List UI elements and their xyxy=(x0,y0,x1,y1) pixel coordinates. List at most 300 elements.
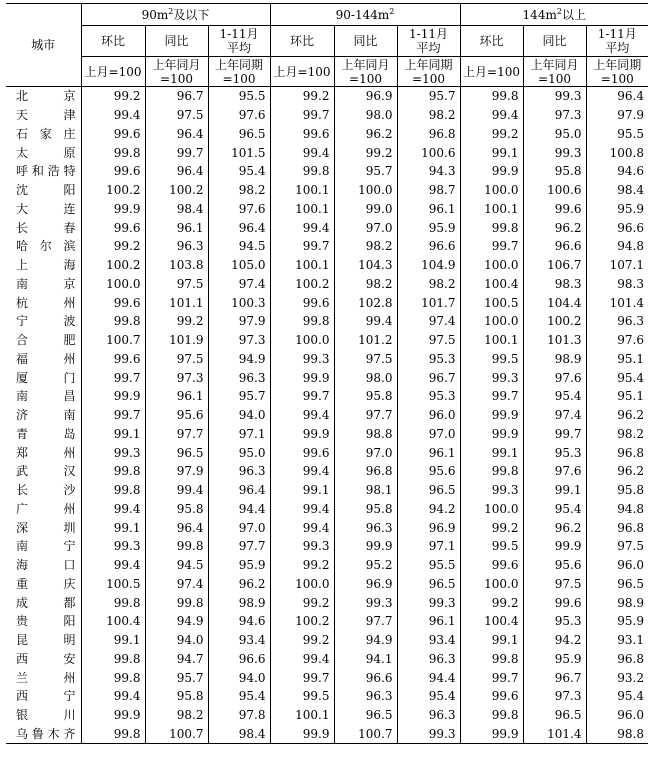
city-cell: 宁波 xyxy=(16,314,76,329)
table-body xyxy=(6,87,648,744)
group-header-text: 144m xyxy=(522,7,557,22)
value-cell: 98.2 xyxy=(208,181,270,200)
value-cell: 96.3 xyxy=(334,518,397,537)
value-cell: 98.1 xyxy=(334,481,397,500)
base-header-mom: 上月=100 xyxy=(460,57,523,87)
value-cell: 100.1 xyxy=(460,331,523,350)
value-cell: 96.9 xyxy=(334,87,397,106)
value-cell: 95.7 xyxy=(397,87,460,106)
city-cell: 哈尔滨 xyxy=(16,239,76,254)
city-cell: 银川 xyxy=(16,708,76,723)
city-cell: 长沙 xyxy=(16,483,76,498)
value-cell: 100.0 xyxy=(270,331,334,350)
value-cell: 95.9 xyxy=(208,556,270,575)
city-cell: 厦门 xyxy=(16,370,76,385)
value-cell: 99.4 xyxy=(81,106,145,125)
value-cell: 99.6 xyxy=(523,593,586,612)
value-cell: 96.6 xyxy=(208,650,270,669)
value-cell: 100.5 xyxy=(460,293,523,312)
value-cell: 97.3 xyxy=(208,331,270,350)
value-cell: 99.2 xyxy=(81,87,145,106)
value-cell: 98.8 xyxy=(586,725,648,744)
value-cell: 95.8 xyxy=(523,162,586,181)
base-header-avg-line1: 上年同期 xyxy=(593,57,642,72)
value-cell: 96.8 xyxy=(397,125,460,144)
value-cell: 96.1 xyxy=(145,218,208,237)
group-header-sup: 2 xyxy=(168,6,174,16)
value-cell: 98.3 xyxy=(523,275,586,294)
value-cell: 95.4 xyxy=(523,387,586,406)
value-cell: 100.7 xyxy=(334,725,397,744)
table-row xyxy=(6,350,648,369)
value-cell: 95.1 xyxy=(586,350,648,369)
city-cell: 太原 xyxy=(16,145,76,160)
value-cell: 94.0 xyxy=(208,406,270,425)
value-cell: 97.5 xyxy=(586,537,648,556)
value-cell: 99.3 xyxy=(460,368,523,387)
value-cell: 101.4 xyxy=(586,293,648,312)
value-cell: 99.9 xyxy=(270,368,334,387)
value-cell: 96.9 xyxy=(334,575,397,594)
city-header-label: 城市 xyxy=(31,38,56,52)
value-cell: 97.6 xyxy=(208,106,270,125)
value-cell: 99.8 xyxy=(81,725,145,744)
value-cell: 101.1 xyxy=(145,293,208,312)
value-cell: 99.2 xyxy=(81,237,145,256)
table-row xyxy=(6,256,648,275)
group-header-90-144 xyxy=(270,4,460,26)
value-cell: 100.0 xyxy=(334,181,397,200)
value-cell: 100.0 xyxy=(460,575,523,594)
value-cell: 96.1 xyxy=(397,612,460,631)
value-cell: 99.1 xyxy=(270,481,334,500)
value-cell: 97.5 xyxy=(397,331,460,350)
value-cell: 99.6 xyxy=(81,218,145,237)
value-cell: 98.7 xyxy=(397,181,460,200)
value-cell: 95.9 xyxy=(523,650,586,669)
value-cell: 97.6 xyxy=(208,200,270,219)
city-cell: 广州 xyxy=(16,501,76,516)
group-header-sup: 2 xyxy=(556,6,562,16)
value-cell: 99.1 xyxy=(460,143,523,162)
value-cell: 98.4 xyxy=(145,200,208,219)
value-cell: 100.6 xyxy=(397,143,460,162)
value-cell: 97.4 xyxy=(523,406,586,425)
value-cell: 99.2 xyxy=(270,87,334,106)
value-cell: 96.9 xyxy=(397,518,460,537)
value-cell: 101.2 xyxy=(334,331,397,350)
value-cell: 94.6 xyxy=(208,612,270,631)
value-cell: 97.0 xyxy=(208,518,270,537)
value-cell: 99.4 xyxy=(270,406,334,425)
base-header-avg xyxy=(397,57,460,87)
value-cell: 100.0 xyxy=(81,275,145,294)
sub-header-mom: 环比 xyxy=(81,26,145,57)
value-cell: 98.8 xyxy=(334,425,397,444)
value-cell: 96.4 xyxy=(145,125,208,144)
value-cell: 99.6 xyxy=(81,293,145,312)
value-cell: 94.0 xyxy=(208,668,270,687)
value-cell: 100.2 xyxy=(270,612,334,631)
value-cell: 99.3 xyxy=(523,143,586,162)
value-cell: 96.4 xyxy=(145,162,208,181)
sub-header-avg-line1: 1-11月 xyxy=(409,27,448,41)
value-cell: 99.9 xyxy=(460,406,523,425)
table-row xyxy=(6,181,648,200)
city-cell: 成都 xyxy=(16,595,76,610)
value-cell: 96.6 xyxy=(397,237,460,256)
value-cell: 99.6 xyxy=(460,687,523,706)
value-cell: 94.5 xyxy=(145,556,208,575)
value-cell: 98.0 xyxy=(334,106,397,125)
value-cell: 94.4 xyxy=(397,668,460,687)
value-cell: 99.0 xyxy=(334,200,397,219)
value-cell: 95.8 xyxy=(145,687,208,706)
value-cell: 95.3 xyxy=(523,443,586,462)
value-cell: 96.2 xyxy=(523,518,586,537)
value-cell: 98.4 xyxy=(586,181,648,200)
value-cell: 95.4 xyxy=(586,687,648,706)
table-row xyxy=(6,687,648,706)
base-header-yoy-line2: =100 xyxy=(349,71,382,86)
value-cell: 99.1 xyxy=(460,631,523,650)
value-cell: 96.3 xyxy=(208,462,270,481)
value-cell: 95.3 xyxy=(397,387,460,406)
value-cell: 99.7 xyxy=(270,387,334,406)
value-cell: 95.9 xyxy=(397,218,460,237)
table-row xyxy=(6,368,648,387)
group-header-90-below xyxy=(81,4,270,26)
value-cell: 99.9 xyxy=(460,425,523,444)
city-cell: 天津 xyxy=(16,108,76,123)
value-cell: 95.4 xyxy=(523,500,586,519)
base-header-yoy-line2: =100 xyxy=(160,71,193,86)
value-cell: 96.6 xyxy=(586,218,648,237)
value-cell: 95.8 xyxy=(334,500,397,519)
value-cell: 95.3 xyxy=(397,350,460,369)
table-row xyxy=(6,537,648,556)
value-cell: 99.9 xyxy=(81,706,145,725)
value-cell: 99.4 xyxy=(270,500,334,519)
value-cell: 97.9 xyxy=(208,312,270,331)
value-cell: 98.2 xyxy=(145,706,208,725)
value-cell: 102.8 xyxy=(334,293,397,312)
value-cell: 107.1 xyxy=(586,256,648,275)
value-cell: 99.4 xyxy=(270,143,334,162)
value-cell: 100.1 xyxy=(270,200,334,219)
table-row xyxy=(6,425,648,444)
base-header-row xyxy=(6,57,648,87)
value-cell: 96.3 xyxy=(397,706,460,725)
value-cell: 99.8 xyxy=(460,706,523,725)
value-cell: 104.4 xyxy=(523,293,586,312)
value-cell: 99.3 xyxy=(81,537,145,556)
value-cell: 100.2 xyxy=(270,275,334,294)
value-cell: 100.1 xyxy=(270,181,334,200)
value-cell: 96.3 xyxy=(397,650,460,669)
value-cell: 96.3 xyxy=(145,237,208,256)
value-cell: 99.7 xyxy=(270,237,334,256)
value-cell: 99.2 xyxy=(270,593,334,612)
value-cell: 99.7 xyxy=(270,106,334,125)
value-cell: 99.9 xyxy=(270,425,334,444)
table-row xyxy=(6,518,648,537)
value-cell: 97.5 xyxy=(145,106,208,125)
value-cell: 99.9 xyxy=(81,200,145,219)
table-row xyxy=(6,312,648,331)
value-cell: 93.1 xyxy=(586,631,648,650)
value-cell: 99.3 xyxy=(270,350,334,369)
value-cell: 96.8 xyxy=(586,443,648,462)
group-header-text: 90m xyxy=(141,7,169,22)
value-cell: 94.5 xyxy=(208,237,270,256)
value-cell: 99.7 xyxy=(460,668,523,687)
value-cell: 95.7 xyxy=(334,162,397,181)
value-cell: 97.4 xyxy=(397,312,460,331)
value-cell: 95.8 xyxy=(586,481,648,500)
table-row xyxy=(6,331,648,350)
value-cell: 97.3 xyxy=(523,106,586,125)
value-cell: 99.1 xyxy=(523,481,586,500)
value-cell: 96.4 xyxy=(208,481,270,500)
value-cell: 96.5 xyxy=(208,125,270,144)
value-cell: 99.2 xyxy=(270,556,334,575)
value-cell: 99.5 xyxy=(460,537,523,556)
sub-header-avg-line1: 1-11月 xyxy=(219,27,259,41)
sub-header-yoy: 同比 xyxy=(334,26,397,57)
value-cell: 98.0 xyxy=(334,368,397,387)
value-cell: 96.8 xyxy=(586,518,648,537)
value-cell: 99.1 xyxy=(81,631,145,650)
value-cell: 99.3 xyxy=(460,481,523,500)
value-cell: 99.3 xyxy=(81,443,145,462)
value-cell: 96.2 xyxy=(586,406,648,425)
sub-header-mom: 环比 xyxy=(270,26,334,57)
value-cell: 98.9 xyxy=(208,593,270,612)
value-cell: 98.2 xyxy=(397,275,460,294)
value-cell: 95.2 xyxy=(334,556,397,575)
table-header xyxy=(6,4,648,87)
value-cell: 95.5 xyxy=(397,556,460,575)
value-cell: 99.4 xyxy=(334,312,397,331)
value-cell: 96.2 xyxy=(334,125,397,144)
value-cell: 100.4 xyxy=(81,612,145,631)
value-cell: 99.5 xyxy=(270,687,334,706)
value-cell: 97.7 xyxy=(334,612,397,631)
value-cell: 96.1 xyxy=(397,200,460,219)
group-header-text: 90-144m xyxy=(335,7,390,22)
value-cell: 99.6 xyxy=(270,443,334,462)
value-cell: 96.8 xyxy=(334,462,397,481)
table-row xyxy=(6,275,648,294)
value-cell: 95.9 xyxy=(586,612,648,631)
city-cell: 合肥 xyxy=(16,333,76,348)
value-cell: 98.9 xyxy=(523,350,586,369)
table-row xyxy=(6,575,648,594)
table-row xyxy=(6,106,648,125)
value-cell: 100.2 xyxy=(523,312,586,331)
value-cell: 99.9 xyxy=(334,537,397,556)
city-cell: 杭州 xyxy=(16,295,76,310)
value-cell: 96.0 xyxy=(586,706,648,725)
value-cell: 99.9 xyxy=(81,387,145,406)
value-cell: 99.8 xyxy=(81,593,145,612)
table-row xyxy=(6,650,648,669)
value-cell: 97.4 xyxy=(145,575,208,594)
city-cell: 上海 xyxy=(16,258,76,273)
value-cell: 99.8 xyxy=(81,481,145,500)
group-header-144-above xyxy=(460,4,648,26)
value-cell: 95.6 xyxy=(523,556,586,575)
value-cell: 94.8 xyxy=(586,500,648,519)
value-cell: 99.2 xyxy=(460,593,523,612)
value-cell: 99.9 xyxy=(460,162,523,181)
table-row xyxy=(6,87,648,106)
sub-header-avg xyxy=(397,26,460,57)
value-cell: 99.3 xyxy=(523,87,586,106)
base-header-yoy xyxy=(523,57,586,87)
sub-header-avg xyxy=(208,26,270,57)
value-cell: 97.9 xyxy=(145,462,208,481)
value-cell: 94.9 xyxy=(208,350,270,369)
value-cell: 99.6 xyxy=(81,162,145,181)
value-cell: 94.2 xyxy=(523,631,586,650)
value-cell: 99.4 xyxy=(81,556,145,575)
city-cell: 乌鲁木齐 xyxy=(16,726,76,741)
value-cell: 99.2 xyxy=(145,312,208,331)
value-cell: 104.9 xyxy=(397,256,460,275)
value-cell: 96.5 xyxy=(397,575,460,594)
value-cell: 94.7 xyxy=(145,650,208,669)
value-cell: 99.4 xyxy=(81,687,145,706)
value-cell: 96.8 xyxy=(586,650,648,669)
sub-header-avg-line1: 1-11月 xyxy=(597,27,637,41)
value-cell: 99.1 xyxy=(460,443,523,462)
value-cell: 94.2 xyxy=(397,500,460,519)
value-cell: 99.8 xyxy=(81,668,145,687)
city-cell: 昆明 xyxy=(16,633,76,648)
base-header-yoy-line1: 上年同月 xyxy=(152,57,201,72)
value-cell: 99.6 xyxy=(523,200,586,219)
city-cell: 石家庄 xyxy=(16,126,76,141)
value-cell: 100.8 xyxy=(586,143,648,162)
city-cell: 深圳 xyxy=(16,520,76,535)
value-cell: 98.9 xyxy=(586,593,648,612)
value-cell: 97.9 xyxy=(586,106,648,125)
value-cell: 97.5 xyxy=(523,575,586,594)
value-cell: 96.0 xyxy=(397,406,460,425)
base-header-avg-line2: =100 xyxy=(412,71,445,86)
city-column-header xyxy=(6,4,81,87)
price-index-table-wrapper xyxy=(6,3,648,744)
table-row xyxy=(6,143,648,162)
value-cell: 99.2 xyxy=(460,125,523,144)
value-cell: 99.8 xyxy=(81,462,145,481)
value-cell: 95.6 xyxy=(397,462,460,481)
value-cell: 95.4 xyxy=(208,162,270,181)
value-cell: 100.2 xyxy=(81,256,145,275)
city-cell: 西安 xyxy=(16,651,76,666)
city-cell: 海口 xyxy=(16,558,76,573)
value-cell: 97.4 xyxy=(208,275,270,294)
value-cell: 100.4 xyxy=(460,275,523,294)
value-cell: 101.5 xyxy=(208,143,270,162)
value-cell: 99.3 xyxy=(270,537,334,556)
value-cell: 100.7 xyxy=(145,725,208,744)
value-cell: 93.4 xyxy=(397,631,460,650)
table-row xyxy=(6,293,648,312)
value-cell: 99.2 xyxy=(460,518,523,537)
value-cell: 95.4 xyxy=(397,687,460,706)
value-cell: 98.2 xyxy=(334,275,397,294)
value-cell: 99.6 xyxy=(81,125,145,144)
base-header-avg-line2: =100 xyxy=(222,71,256,86)
base-header-yoy-line2: =100 xyxy=(538,71,571,86)
value-cell: 96.7 xyxy=(523,668,586,687)
group-header-suffix: 及以下 xyxy=(173,7,210,22)
value-cell: 93.2 xyxy=(586,668,648,687)
value-cell: 96.7 xyxy=(145,87,208,106)
value-cell: 99.8 xyxy=(81,650,145,669)
value-cell: 99.6 xyxy=(81,350,145,369)
sub-header-yoy: 同比 xyxy=(523,26,586,57)
value-cell: 96.2 xyxy=(208,575,270,594)
value-cell: 97.0 xyxy=(334,218,397,237)
value-cell: 99.4 xyxy=(81,500,145,519)
value-cell: 94.9 xyxy=(334,631,397,650)
value-cell: 100.7 xyxy=(81,331,145,350)
value-cell: 99.6 xyxy=(270,125,334,144)
base-header-avg-line1: 上年同期 xyxy=(404,57,453,72)
value-cell: 94.3 xyxy=(397,162,460,181)
city-cell: 北京 xyxy=(16,89,76,104)
base-header-yoy xyxy=(334,57,397,87)
table-row xyxy=(6,162,648,181)
value-cell: 99.8 xyxy=(81,143,145,162)
sub-header-avg-line2: 平均 xyxy=(226,41,251,55)
value-cell: 99.7 xyxy=(145,143,208,162)
value-cell: 99.4 xyxy=(270,218,334,237)
value-cell: 99.7 xyxy=(460,387,523,406)
value-cell: 95.5 xyxy=(586,125,648,144)
value-cell: 94.4 xyxy=(208,500,270,519)
value-cell: 95.8 xyxy=(334,387,397,406)
value-cell: 96.0 xyxy=(586,556,648,575)
value-cell: 94.0 xyxy=(145,631,208,650)
value-cell: 96.5 xyxy=(145,443,208,462)
value-cell: 99.8 xyxy=(460,218,523,237)
value-cell: 101.9 xyxy=(145,331,208,350)
value-cell: 97.8 xyxy=(208,706,270,725)
value-cell: 101.7 xyxy=(397,293,460,312)
base-header-yoy xyxy=(145,57,208,87)
value-cell: 101.3 xyxy=(523,331,586,350)
table-row xyxy=(6,443,648,462)
city-cell: 武汉 xyxy=(16,464,76,479)
value-cell: 100.5 xyxy=(81,575,145,594)
value-cell: 106.7 xyxy=(523,256,586,275)
value-cell: 100.0 xyxy=(460,256,523,275)
city-cell: 贵阳 xyxy=(16,614,76,629)
value-cell: 99.4 xyxy=(460,106,523,125)
value-cell: 96.4 xyxy=(586,87,648,106)
value-cell: 99.8 xyxy=(270,162,334,181)
table-row xyxy=(6,237,648,256)
value-cell: 94.6 xyxy=(586,162,648,181)
value-cell: 99.7 xyxy=(81,406,145,425)
value-cell: 99.6 xyxy=(460,556,523,575)
base-header-mom: 上月=100 xyxy=(81,57,145,87)
